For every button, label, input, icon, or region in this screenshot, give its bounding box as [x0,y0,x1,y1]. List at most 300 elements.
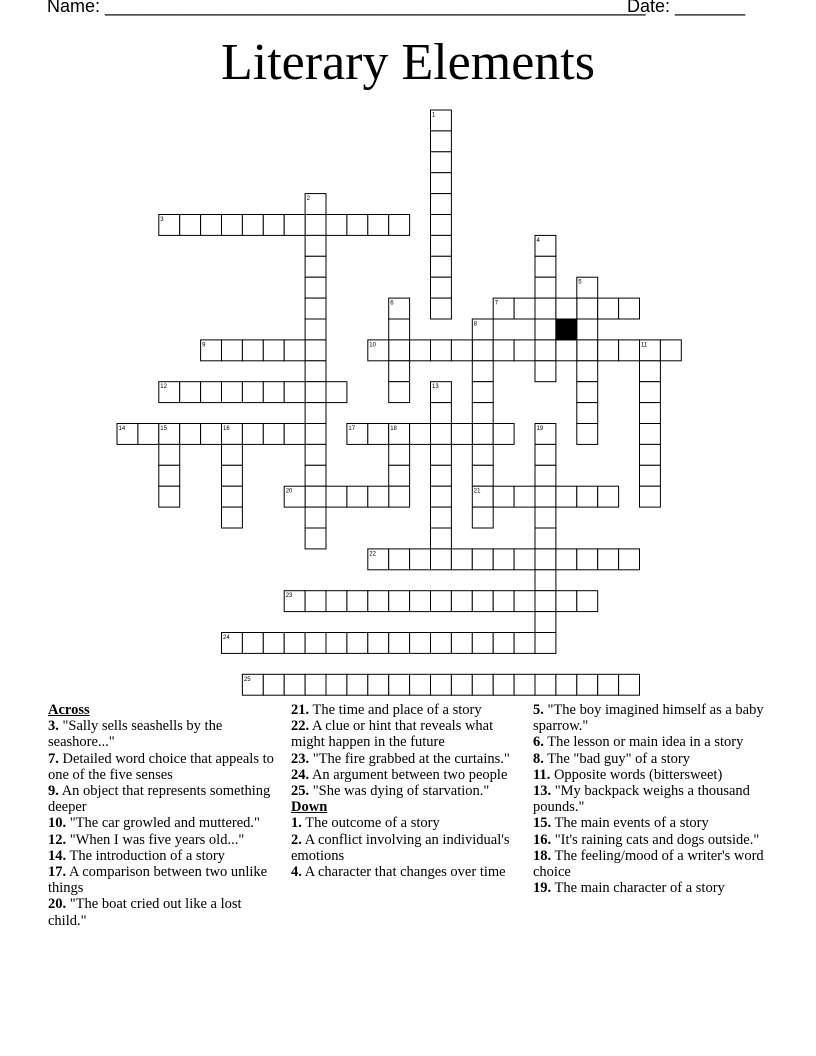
grid-cell[interactable] [535,674,556,695]
grid-cell[interactable] [431,674,452,695]
grid-cell[interactable] [326,591,347,612]
grid-cell[interactable] [263,340,284,361]
grid-cell[interactable] [305,507,326,528]
grid-cell[interactable] [431,235,452,256]
grid-cell[interactable] [368,591,389,612]
clue-item [533,848,769,880]
clue-number: 21 [473,488,481,495]
grid-cell[interactable] [389,319,410,340]
grid-cell[interactable] [472,340,493,361]
grid-cell[interactable] [368,215,389,236]
grid-cell[interactable] [535,319,556,340]
clue-number-label: 17. [48,864,67,881]
grid-cell[interactable] [222,507,243,528]
grid-cell[interactable] [535,486,556,507]
grid-cell[interactable] [305,319,326,340]
grid-cell[interactable] [305,215,326,236]
grid-cell[interactable] [389,215,410,236]
grid-cell[interactable] [159,444,180,465]
grid-cell[interactable] [222,444,243,465]
clue-item [48,751,280,783]
clue-text: An object that represents something deeper [48,783,271,816]
grid-cell[interactable] [368,633,389,654]
clue-number-label: 20. [48,896,67,913]
clue-item [533,734,769,750]
grid-cell[interactable] [619,549,640,570]
grid-cell[interactable] [389,633,410,654]
clue-item [533,767,769,783]
grid-cell[interactable] [305,424,326,445]
clue-number: 23 [285,593,293,600]
grid-cell[interactable] [263,382,284,403]
clue-text: "The car growled and muttered." [66,815,260,832]
clue-item [291,718,523,750]
clue-item [291,767,523,783]
grid-cell[interactable] [535,361,556,382]
grid-cell[interactable] [619,340,640,361]
clue-number: 5 [578,279,582,286]
grid-cell[interactable] [305,235,326,256]
grid-cell[interactable] [493,674,514,695]
grid-cell[interactable] [284,633,305,654]
grid-cell[interactable] [556,674,577,695]
clue-text: Detailed word choice that appeals to one of the five senses [48,750,274,783]
grid-cell[interactable] [326,486,347,507]
grid-cell[interactable] [514,633,535,654]
grid-cell[interactable] [493,549,514,570]
grid-cell[interactable] [598,674,619,695]
clue-text: A clue or hint that reveals what might happen in the future [291,718,494,751]
grid-cell[interactable] [535,444,556,465]
grid-cell[interactable] [472,382,493,403]
grid-cell[interactable] [598,549,619,570]
grid-cell[interactable] [451,674,472,695]
clue-number: 9 [202,342,206,349]
grid-cell[interactable] [493,340,514,361]
clue-number-label: 7. [48,750,59,767]
grid-cell[interactable] [556,298,577,319]
clue-item [48,864,280,896]
clue-text: The "bad guy" of a story [543,750,690,767]
grid-cell[interactable] [410,340,431,361]
grid-cell[interactable] [389,444,410,465]
clue-number: 11 [641,342,648,349]
grid-cell[interactable] [556,486,577,507]
grid-cell[interactable] [619,298,640,319]
clue-text: An argument between two people [309,766,508,783]
grid-cell[interactable] [242,424,263,445]
grid-cell[interactable] [263,215,284,236]
grid-cell[interactable] [180,215,201,236]
clue-text: The introduction of a story [66,847,225,864]
grid-cell[interactable] [305,465,326,486]
grid-cell[interactable] [535,465,556,486]
grid-cell[interactable] [431,298,452,319]
grid-cell[interactable] [305,361,326,382]
grid-cell[interactable] [305,633,326,654]
clue-item [533,815,769,831]
clue-text: The outcome of a story [301,815,440,832]
grid-cell[interactable] [284,340,305,361]
grid-cell[interactable] [640,403,661,424]
clue-text: The main events of a story [551,815,709,832]
grid-cell[interactable] [556,591,577,612]
clue-number-label: 18. [533,847,552,864]
clue-item [291,783,523,799]
grid-cell[interactable] [431,152,452,173]
grid-cell[interactable] [535,612,556,633]
clue-text: The main character of a story [551,880,725,897]
clue-number: 17 [348,426,356,432]
clue-item [533,783,769,815]
clue-number-label: 22. [291,718,310,735]
grid-cell[interactable] [556,549,577,570]
grid-cell[interactable] [514,591,535,612]
grid-cell[interactable] [535,591,556,612]
grid-cell[interactable] [431,403,452,424]
grid-cell[interactable] [431,591,452,612]
grid-cell[interactable] [389,361,410,382]
grid-cell[interactable] [180,424,201,445]
grid-cell[interactable] [514,298,535,319]
grid-cell[interactable] [619,674,640,695]
grid-cell[interactable] [410,549,431,570]
grid-cell[interactable] [159,486,180,507]
grid-cell[interactable] [514,340,535,361]
grid-cell[interactable] [368,424,389,445]
clue-text: The time and place of a story [309,702,482,718]
grid-cell[interactable] [577,674,598,695]
grid-cell[interactable] [451,633,472,654]
grid-cell[interactable] [347,215,368,236]
grid-cell[interactable] [326,215,347,236]
grid-cell[interactable] [472,403,493,424]
clue-text: "The boy imagined himself as a baby sparrow." [533,702,764,735]
grid-cell[interactable] [493,591,514,612]
clue-number: 8 [473,321,478,328]
grid-cell[interactable] [640,465,661,486]
black-cell [556,319,577,340]
grid-cell[interactable] [660,340,681,361]
grid-cell[interactable] [472,424,493,445]
grid-cell[interactable] [242,382,263,403]
clue-number-label: 9. [48,783,59,800]
grid-cell[interactable] [451,340,472,361]
grid-cell[interactable] [347,674,368,695]
grid-cell[interactable] [305,256,326,277]
grid-cell[interactable] [242,340,263,361]
grid-cell[interactable] [577,361,598,382]
clue-item [291,702,523,718]
grid-cell[interactable] [472,549,493,570]
grid-cell[interactable] [305,403,326,424]
clue-text: A conflict involving an individual's emotions [291,831,510,864]
grid-cell[interactable] [535,256,556,277]
clue-text: "When I was five years old..." [66,831,245,848]
clue-number-label: 12. [48,831,67,848]
grid-cell[interactable] [431,486,452,507]
grid-cell[interactable] [201,215,222,236]
name-field[interactable]: Name: ______________________________________________________ [47,0,646,16]
grid-cell[interactable] [640,361,661,382]
grid-cell[interactable] [493,486,514,507]
grid-cell[interactable] [514,486,535,507]
grid-cell[interactable] [577,403,598,424]
grid-cell[interactable] [577,382,598,403]
grid-cell[interactable] [389,340,410,361]
grid-cell[interactable] [389,465,410,486]
grid-cell[interactable] [431,549,452,570]
clue-number: 7 [494,300,499,307]
grid-cell[interactable] [535,549,556,570]
grid-cell[interactable] [431,215,452,236]
grid-cell[interactable] [577,486,598,507]
grid-cell[interactable] [472,465,493,486]
clue-number-label: 1. [291,815,302,832]
clue-number-label: 25. [291,783,310,800]
grid-cell[interactable] [431,131,452,152]
grid-cell[interactable] [431,173,452,194]
grid-cell[interactable] [305,486,326,507]
grid-cell[interactable] [514,549,535,570]
grid-cell[interactable] [201,382,222,403]
clue-number-label: 19. [533,880,552,897]
clue-item [533,832,769,848]
grid-cell[interactable] [431,277,452,298]
grid-cell[interactable] [159,465,180,486]
grid-cell[interactable] [410,633,431,654]
grid-cell[interactable] [347,633,368,654]
clue-number-label: 4. [291,864,302,881]
clue-number-label: 8. [533,750,544,767]
clue-number-label: 10. [48,815,67,832]
grid-cell[interactable] [640,444,661,465]
clue-number-label: 16. [533,831,552,848]
grid-cell[interactable] [431,340,452,361]
grid-cell[interactable] [431,444,452,465]
grid-cell[interactable] [493,633,514,654]
grid-cell[interactable] [284,382,305,403]
clue-number-label: 11. [533,766,551,783]
clue-text: A comparison between two unlike things [48,864,268,897]
grid-cell[interactable] [431,633,452,654]
grid-cell[interactable] [180,382,201,403]
grid-cell[interactable] [201,424,222,445]
grid-cell[interactable] [472,674,493,695]
grid-cell[interactable] [305,444,326,465]
clues-column-2 [291,702,523,880]
grid-cell[interactable] [222,340,243,361]
grid-cell[interactable] [640,424,661,445]
grid-cell[interactable] [535,277,556,298]
clue-number: 1 [432,112,436,119]
clue-number: 13 [432,384,439,391]
clue-number: 20 [285,488,293,495]
grid-cell[interactable] [347,591,368,612]
grid-cell[interactable] [222,215,243,236]
grid-cell[interactable] [535,633,556,654]
clue-item [48,848,280,864]
grid-cell[interactable] [410,591,431,612]
clue-item [291,864,523,880]
clue-number: 4 [536,237,540,244]
clue-text: The lesson or main idea in a story [543,734,744,751]
clue-number: 25 [243,676,251,683]
clue-number: 14 [118,426,126,432]
grid-cell[interactable] [431,507,452,528]
grid-cell[interactable] [431,528,452,549]
clue-text: "My backpack weighs a thousand pounds." [533,783,750,816]
grid-cell[interactable] [472,444,493,465]
grid-cell[interactable] [389,674,410,695]
clue-text: A character that changes over time [301,864,506,881]
clue-number: 15 [160,426,167,432]
clue-text: "It's raining cats and dogs outside." [551,831,760,848]
clue-number: 3 [160,217,164,223]
clue-number: 18 [390,426,397,432]
grid-cell[interactable] [326,674,347,695]
clue-number-label: 24. [291,766,310,783]
grid-cell[interactable] [222,486,243,507]
grid-cell[interactable] [389,549,410,570]
clue-text: "The boat cried out like a lost child." [48,896,242,929]
clue-text: "Sally sells seashells by the seashore..." [48,718,223,751]
clue-number-label: 5. [533,702,544,718]
grid-cell[interactable] [577,424,598,445]
grid-cell[interactable] [535,340,556,361]
grid-cell[interactable] [431,194,452,215]
grid-cell[interactable] [389,382,410,403]
clue-number: 12 [160,384,167,391]
grid-cell[interactable] [305,382,326,403]
clue-text: "The fire grabbed at the curtains." [309,750,510,767]
grid-cell[interactable] [431,424,452,445]
grid-cell[interactable] [326,633,347,654]
grid-cell[interactable] [577,591,598,612]
grid-cell[interactable] [284,215,305,236]
clue-number-label: 6. [533,734,544,751]
clue-number: 22 [369,551,376,558]
grid-cell[interactable] [598,486,619,507]
grid-cell[interactable] [410,424,431,445]
grid-cell[interactable] [305,277,326,298]
clue-number-label: 2. [291,831,302,848]
clue-item [533,751,769,767]
clue-item [48,815,280,831]
grid-cell[interactable] [263,633,284,654]
grid-cell[interactable] [598,298,619,319]
grid-cell[interactable] [138,424,159,445]
grid-cell[interactable] [431,256,452,277]
clue-number: 2 [306,196,310,203]
section-heading: Down [291,799,328,816]
grid-cell[interactable] [577,298,598,319]
clue-number-label: 13. [533,783,552,800]
grid-cell[interactable] [451,549,472,570]
page-title: Literary Elements [221,34,595,91]
grid-cell[interactable] [305,674,326,695]
grid-cell[interactable] [305,340,326,361]
clue-number: 19 [536,426,544,432]
clue-number: 24 [223,635,230,641]
grid-cell[interactable] [305,298,326,319]
grid-cell[interactable] [284,424,305,445]
clue-number: 6 [390,300,394,307]
grid-cell[interactable] [389,591,410,612]
grid-cell[interactable] [347,486,368,507]
grid-cell[interactable] [493,424,514,445]
clue-text: The feeling/mood of a writer's word choice [533,847,764,881]
grid-cell[interactable] [431,465,452,486]
grid-cell[interactable] [598,340,619,361]
clue-item [533,880,769,896]
grid-cell[interactable] [305,591,326,612]
grid-cell[interactable] [577,549,598,570]
grid-cell[interactable] [410,674,431,695]
clue-number-label: 21. [291,702,310,718]
grid-cell[interactable] [263,424,284,445]
grid-cell[interactable] [326,382,347,403]
grid-cell[interactable] [389,486,410,507]
grid-cell[interactable] [577,340,598,361]
grid-cell[interactable] [535,298,556,319]
grid-cell[interactable] [451,591,472,612]
section-heading: Across [48,702,90,718]
grid-cell[interactable] [535,528,556,549]
grid-cell[interactable] [556,340,577,361]
clue-text: "She was dying of starvation." [309,783,490,800]
grid-cell[interactable] [640,382,661,403]
clue-item [48,783,280,815]
grid-cell[interactable] [242,633,263,654]
grid-cell[interactable] [451,424,472,445]
grid-cell[interactable] [472,591,493,612]
clue-item [533,702,769,734]
grid-cell[interactable] [472,507,493,528]
grid-cell[interactable] [222,465,243,486]
clues-column-1 [48,702,280,929]
clue-item [291,815,523,831]
clue-number-label: 15. [533,815,552,832]
grid-cell[interactable] [535,570,556,591]
grid-cell[interactable] [242,215,263,236]
clue-text: Opposite words (bittersweet) [550,766,723,783]
clue-number: 10 [369,342,376,349]
grid-cell[interactable] [577,319,598,340]
clue-number-label: 14. [48,847,67,864]
clue-number: 16 [223,426,230,432]
clue-item [291,751,523,767]
clue-item [48,832,280,848]
grid-cell[interactable] [535,507,556,528]
grid-cell[interactable] [305,528,326,549]
grid-cell[interactable] [284,674,305,695]
grid-cell[interactable] [368,486,389,507]
clue-number-label: 3. [48,718,59,735]
grid-cell[interactable] [222,382,243,403]
date-field[interactable]: Date: _______ [627,0,746,16]
grid-cell[interactable] [472,361,493,382]
grid-cell[interactable] [640,486,661,507]
clue-item [48,896,280,928]
grid-cell[interactable] [514,674,535,695]
grid-cell[interactable] [368,674,389,695]
clue-item [48,718,280,750]
clues-column-3 [533,702,769,896]
clue-item [291,832,523,864]
grid-cell[interactable] [472,633,493,654]
grid-cell[interactable] [263,674,284,695]
